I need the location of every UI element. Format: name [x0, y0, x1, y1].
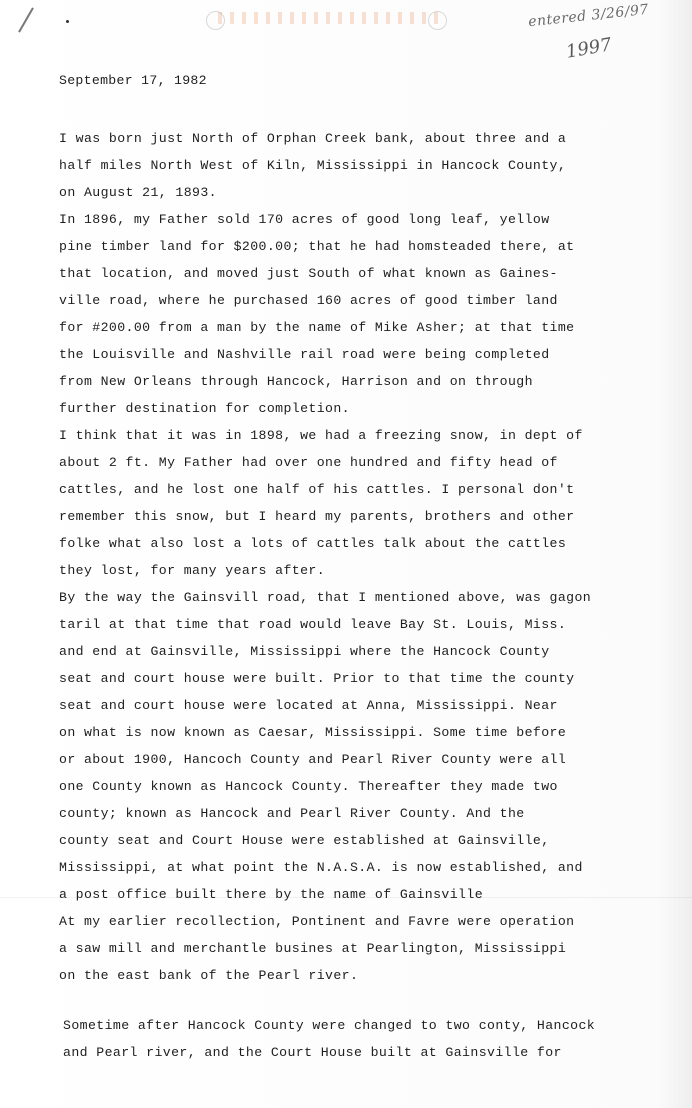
- letter-closing-paragraph: [63, 1012, 603, 1066]
- text-line: half miles North West of Kiln, Mississippi in Hancock County,: [59, 158, 567, 173]
- text-line: remember this snow, but I heard my parents, brothers and other: [59, 509, 575, 524]
- text-line: county seat and Court House were established at Gainsville,: [59, 833, 550, 848]
- text-line: one County known as Hancock County. Thereafter they made two: [59, 779, 558, 794]
- text-line: By the way the Gainsvill road, that I mentioned above, was gagon: [59, 590, 592, 605]
- text-line: or about 1900, Hancoch County and Pearl River County were all: [59, 752, 567, 767]
- text-line: a saw mill and merchantle busines at Pearlington, Mississippi: [59, 941, 567, 956]
- faded-stamp: [218, 12, 438, 24]
- text-line: on the east bank of the Pearl river.: [59, 968, 359, 983]
- text-line: taril at that time that road would leave Bay St. Louis, Miss.: [59, 617, 567, 632]
- text-line: a post office built there by the name of Gainsville: [59, 887, 484, 902]
- text-line: seat and court house were built. Prior to that time the county: [59, 671, 575, 686]
- text-line: from New Orleans through Hancock, Harrison and on through: [59, 374, 533, 389]
- text-line: the Louisville and Nashville rail road were being completed: [59, 347, 550, 362]
- text-line: Mississippi, at what point the N.A.S.A. is now established, and: [59, 860, 583, 875]
- letter-body: [59, 125, 599, 989]
- text-line: folke what also lost a lots of cattles talk about the cattles: [59, 536, 567, 551]
- text-line: I think that it was in 1898, we had a freezing snow, in dept of: [59, 428, 583, 443]
- text-line: In 1896, my Father sold 170 acres of good long leaf, yellow: [59, 212, 550, 227]
- text-line: I was born just North of Orphan Creek bank, about three and a: [59, 131, 567, 146]
- handwritten-year-note: 1997: [564, 34, 614, 63]
- text-line: further destination for completion.: [59, 401, 350, 416]
- handwritten-entered-note: entered 3/26/97: [527, 1, 650, 31]
- ink-dot: [66, 20, 69, 23]
- text-line: seat and court house were located at Anna, Mississippi. Near: [59, 698, 558, 713]
- text-line: about 2 ft. My Father had over one hundred and fifty head of: [59, 455, 558, 470]
- text-line: county; known as Hancock and Pearl River County. And the: [59, 806, 525, 821]
- text-line: for #200.00 from a man by the name of Mike Asher; at that time: [59, 320, 575, 335]
- text-line: and end at Gainsville, Mississippi where the Hancock County: [59, 644, 550, 659]
- text-line: they lost, for many years after.: [59, 563, 326, 578]
- text-line: pine timber land for $200.00; that he had homsteaded there, at: [59, 239, 575, 254]
- pencil-mark: [18, 7, 34, 32]
- text-line: on August 21, 1893.: [59, 185, 217, 200]
- text-line: At my earlier recollection, Pontinent and Favre were operation: [59, 914, 575, 929]
- text-line: cattles, and he lost one half of his cattles. I personal don't: [59, 482, 575, 497]
- text-line: on what is now known as Caesar, Mississippi. Some time before: [59, 725, 567, 740]
- text-line: Sometime after Hancock County were changed to two conty, Hancock: [63, 1018, 596, 1033]
- letter-date: September 17, 1982: [59, 73, 207, 88]
- text-line: that location, and moved just South of what known as Gaines-: [59, 266, 558, 281]
- text-line: ville road, where he purchased 160 acres of good timber land: [59, 293, 558, 308]
- text-line: and Pearl river, and the Court House built at Gainsville for: [63, 1045, 562, 1060]
